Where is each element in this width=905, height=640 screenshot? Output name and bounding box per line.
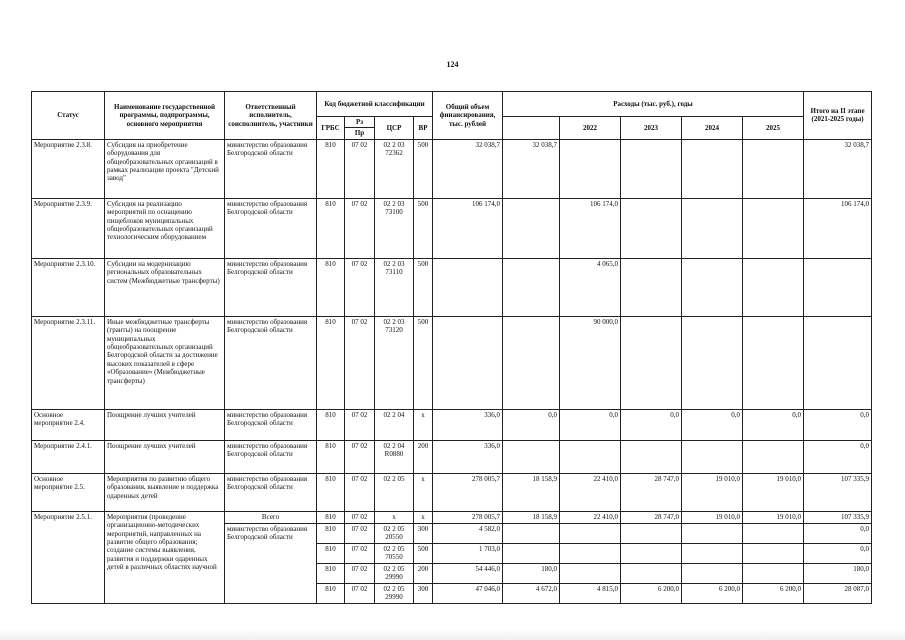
year-2025-cell: 6 200,0 — [743, 583, 804, 603]
responsible-cell: министерство образования Белгородской области — [225, 139, 317, 198]
header-total: Общий объем финансирования, тыс. рублей — [433, 92, 503, 140]
csr-cell: 02 2 03 73120 — [375, 316, 414, 409]
year-2021-cell: 4 672,0 — [503, 583, 560, 603]
year-2024-cell — [682, 258, 743, 316]
header-year-2024: 2024 — [682, 117, 743, 140]
grbs-cell: 810 — [317, 440, 345, 473]
year-2023-cell — [621, 198, 682, 258]
header-responsible: Ответственный исполнитель, соисполнитель, участники — [225, 92, 317, 140]
header-year-2025: 2025 — [743, 117, 804, 140]
rz-pr-cell: 07 02 — [345, 440, 375, 473]
responsible-cell: министерство образования Белгородской области — [225, 409, 317, 440]
year-2022-cell — [560, 563, 621, 583]
csr-cell: 02 2 03 73110 — [375, 258, 414, 316]
year-2023-cell: 28 747,0 — [621, 473, 682, 511]
csr-cell: 02 2 05 70550 — [375, 543, 414, 563]
year-2024-cell: 19 010,0 — [682, 511, 743, 523]
rz-pr-cell: 07 02 — [345, 473, 375, 511]
itog-cell: 180,0 — [804, 563, 872, 583]
csr-cell: 02 2 03 72362 — [375, 139, 414, 198]
year-2023-cell: 0,0 — [621, 409, 682, 440]
status-cell: Мероприятие 2.4.1. — [32, 440, 105, 473]
vr-cell: 500 — [414, 198, 433, 258]
grbs-cell: 810 — [317, 543, 345, 563]
table-row — [32, 473, 872, 511]
vr-cell: 300 — [414, 523, 433, 543]
year-2021-cell: 0,0 — [503, 409, 560, 440]
vr-cell: 200 — [414, 563, 433, 583]
total-cell: 47 046,0 — [433, 583, 503, 603]
itog-cell: 107 335,9 — [804, 473, 872, 511]
table-body — [32, 139, 872, 603]
header-year-2023: 2023 — [621, 117, 682, 140]
header-grbs: ГРБС — [317, 117, 345, 140]
responsible-cell: министерство образования Белгородской области — [225, 523, 317, 603]
year-2024-cell — [682, 563, 743, 583]
vr-cell: х — [414, 473, 433, 511]
year-2024-cell — [682, 198, 743, 258]
csr-cell: 02 2 05 29990 — [375, 583, 414, 603]
year-2024-cell — [682, 523, 743, 543]
rz-pr-cell: 07 02 — [345, 258, 375, 316]
year-2025-cell: 19 010,0 — [743, 473, 804, 511]
year-2021-cell — [503, 258, 560, 316]
name-cell: Мероприятия по развитию общего образования, выявление и поддержка одаренных детей — [105, 473, 225, 511]
year-2023-cell — [621, 316, 682, 409]
vr-cell: 500 — [414, 543, 433, 563]
year-2024-cell — [682, 139, 743, 198]
header-csr: ЦСР — [375, 117, 414, 140]
year-2025-cell — [743, 139, 804, 198]
year-2023-cell — [621, 139, 682, 198]
year-2023-cell — [621, 523, 682, 543]
year-2025-cell — [743, 198, 804, 258]
header-itog: Итого на II этапе (2021-2025 годы) — [804, 92, 872, 140]
year-2022-cell: 4 815,0 — [560, 583, 621, 603]
csr-cell: 02 2 05 20550 — [375, 523, 414, 543]
itog-cell: 32 038,7 — [804, 139, 872, 198]
name-cell: Иные межбюджетные трансферты (гранты) на поощрение муниципальных общеобразовательных организаций Белгородской области за достижение высоких показателей в сфере «Образование» (Межбюджетные трансферты) — [105, 316, 225, 409]
grbs-cell: 810 — [317, 523, 345, 543]
year-2021-cell — [503, 440, 560, 473]
csr-cell: 02 2 04 — [375, 409, 414, 440]
year-2022-cell: 106 174,0 — [560, 198, 621, 258]
year-2025-cell: 0,0 — [743, 409, 804, 440]
table-row — [32, 139, 872, 198]
header-name: Наименование государственной программы, подпрограммы, основного мероприятия — [105, 92, 225, 140]
header-status: Статус — [32, 92, 105, 140]
vr-cell: 300 — [414, 583, 433, 603]
total-cell — [433, 258, 503, 316]
rz-pr-cell: 07 02 — [345, 583, 375, 603]
itog-cell: 0,0 — [804, 523, 872, 543]
table-row — [32, 258, 872, 316]
year-2025-cell — [743, 543, 804, 563]
year-2024-cell: 0,0 — [682, 409, 743, 440]
year-2024-cell: 6 200,0 — [682, 583, 743, 603]
vr-cell: 500 — [414, 316, 433, 409]
total-cell: 336,0 — [433, 440, 503, 473]
budget-table — [31, 91, 872, 604]
total-cell: 54 446,0 — [433, 563, 503, 583]
csr-cell: 02 2 05 — [375, 473, 414, 511]
year-2022-cell — [560, 543, 621, 563]
grbs-cell: 810 — [317, 258, 345, 316]
grbs-cell: 810 — [317, 139, 345, 198]
year-2023-cell — [621, 543, 682, 563]
year-2022-cell — [560, 139, 621, 198]
year-2023-cell — [621, 563, 682, 583]
vr-cell: х — [414, 409, 433, 440]
total-cell: 336,0 — [433, 409, 503, 440]
name-cell: Поощрение лучших учителей — [105, 440, 225, 473]
name-cell: Субсидии на модернизацию региональных образовательных систем (Межбюджетные трансферты) — [105, 258, 225, 316]
table-row — [32, 440, 872, 473]
rz-pr-cell: 07 02 — [345, 511, 375, 523]
itog-cell — [804, 258, 872, 316]
year-2022-cell: 0,0 — [560, 409, 621, 440]
header-pr: Пр — [345, 128, 375, 139]
year-2024-cell — [682, 316, 743, 409]
status-cell: Основное мероприятие 2.5. — [32, 473, 105, 511]
grbs-cell: 810 — [317, 409, 345, 440]
year-2024-cell — [682, 543, 743, 563]
status-cell: Мероприятие 2.3.10. — [32, 258, 105, 316]
scan-edge — [0, 628, 905, 640]
responsible-cell: министерство образования Белгородской области — [225, 440, 317, 473]
grbs-cell: 810 — [317, 583, 345, 603]
total-cell: 4 582,0 — [433, 523, 503, 543]
name-cell: Мероприятия (проведение организационно-методических мероприятий, направленных на развитие общего образования; создание системы выявления, развития и поддержки одаренных детей в различных областях научной — [105, 511, 225, 603]
itog-cell — [804, 316, 872, 409]
vr-cell: 500 — [414, 139, 433, 198]
grbs-cell: 810 — [317, 473, 345, 511]
year-2025-cell — [743, 563, 804, 583]
total-cell: 32 038,7 — [433, 139, 503, 198]
year-2021-cell — [503, 198, 560, 258]
year-2025-cell: 19 010,0 — [743, 511, 804, 523]
year-2023-cell — [621, 440, 682, 473]
csr-cell: 02 2 04 R0880 — [375, 440, 414, 473]
header-year-2022: 2022 — [560, 117, 621, 140]
name-cell: Поощрение лучших учителей — [105, 409, 225, 440]
year-2023-cell: 6 200,0 — [621, 583, 682, 603]
table-row — [32, 198, 872, 258]
page-number: 124 — [446, 60, 459, 69]
year-2025-cell — [743, 440, 804, 473]
rz-pr-cell: 07 02 — [345, 409, 375, 440]
year-2022-cell: 22 410,0 — [560, 511, 621, 523]
rz-pr-cell: 07 02 — [345, 139, 375, 198]
year-2025-cell — [743, 316, 804, 409]
year-2023-cell: 28 747,0 — [621, 511, 682, 523]
total-cell — [433, 316, 503, 409]
year-2021-cell: 18 158,9 — [503, 511, 560, 523]
year-2021-cell — [503, 523, 560, 543]
itog-cell: 0,0 — [804, 440, 872, 473]
status-cell: Мероприятие 2.3.8. — [32, 139, 105, 198]
grbs-cell: 810 — [317, 316, 345, 409]
grbs-cell: 810 — [317, 563, 345, 583]
total-cell: 106 174,0 — [433, 198, 503, 258]
table-row — [32, 316, 872, 409]
year-2024-cell: 19 010,0 — [682, 473, 743, 511]
itog-cell: 106 174,0 — [804, 198, 872, 258]
name-cell: Субсидия на реализацию мероприятий по оснащению пищеблоков муниципальных общеобразовательных организаций технологическим оборудованием — [105, 198, 225, 258]
rz-pr-cell: 07 02 — [345, 198, 375, 258]
total-cell: 278 005,7 — [433, 473, 503, 511]
year-2021-cell: 32 038,7 — [503, 139, 560, 198]
responsible-cell: министерство образования Белгородской области — [225, 198, 317, 258]
itog-cell: 107 335,9 — [804, 511, 872, 523]
grbs-cell: 810 — [317, 511, 345, 523]
grbs-cell: 810 — [317, 198, 345, 258]
year-2021-cell — [503, 543, 560, 563]
csr-cell: 02 2 03 73100 — [375, 198, 414, 258]
rz-pr-cell: 07 02 — [345, 523, 375, 543]
year-2025-cell — [743, 523, 804, 543]
header-budget-code: Код бюджетной классификации — [317, 92, 433, 117]
csr-cell: 02 2 05 29990 — [375, 563, 414, 583]
status-cell: Мероприятие 2.3.9. — [32, 198, 105, 258]
vr-cell: 500 — [414, 258, 433, 316]
vr-cell: х — [414, 511, 433, 523]
year-2022-cell — [560, 523, 621, 543]
status-cell: Мероприятие 2.3.11. — [32, 316, 105, 409]
rz-pr-cell: 07 02 — [345, 563, 375, 583]
year-2024-cell — [682, 440, 743, 473]
table-row — [32, 511, 872, 523]
year-2022-cell: 4 065,0 — [560, 258, 621, 316]
header-year-2021 — [503, 117, 560, 140]
rz-pr-cell: 07 02 — [345, 543, 375, 563]
itog-cell: 0,0 — [804, 543, 872, 563]
year-2021-cell: 18 158,9 — [503, 473, 560, 511]
status-cell: Основное мероприятие 2.4. — [32, 409, 105, 440]
itog-cell: 0,0 — [804, 409, 872, 440]
responsible-cell: Всего — [225, 511, 317, 523]
responsible-cell: министерство образования Белгородской области — [225, 473, 317, 511]
year-2025-cell — [743, 258, 804, 316]
csr-cell: х — [375, 511, 414, 523]
itog-cell: 28 087,0 — [804, 583, 872, 603]
vr-cell: 200 — [414, 440, 433, 473]
total-cell: 278 005,7 — [433, 511, 503, 523]
year-2021-cell: 180,0 — [503, 563, 560, 583]
header-expenses: Расходы (тыс. руб.), годы — [503, 92, 804, 117]
status-cell: Мероприятие 2.5.1. — [32, 511, 105, 603]
year-2022-cell — [560, 440, 621, 473]
responsible-cell: министерство образования Белгородской области — [225, 258, 317, 316]
total-cell: 1 703,0 — [433, 543, 503, 563]
header-vr: ВР — [414, 117, 433, 140]
year-2021-cell — [503, 316, 560, 409]
year-2022-cell: 90 000,0 — [560, 316, 621, 409]
rz-pr-cell: 07 02 — [345, 316, 375, 409]
name-cell: Субсидия на приобретение оборудования для общеобразовательных организаций в рамках реализации проекта "Детский завод" — [105, 139, 225, 198]
year-2022-cell: 22 410,0 — [560, 473, 621, 511]
table-row — [32, 409, 872, 440]
responsible-cell: министерство образования Белгородской области — [225, 316, 317, 409]
year-2023-cell — [621, 258, 682, 316]
header-rz: Рз — [345, 117, 375, 128]
